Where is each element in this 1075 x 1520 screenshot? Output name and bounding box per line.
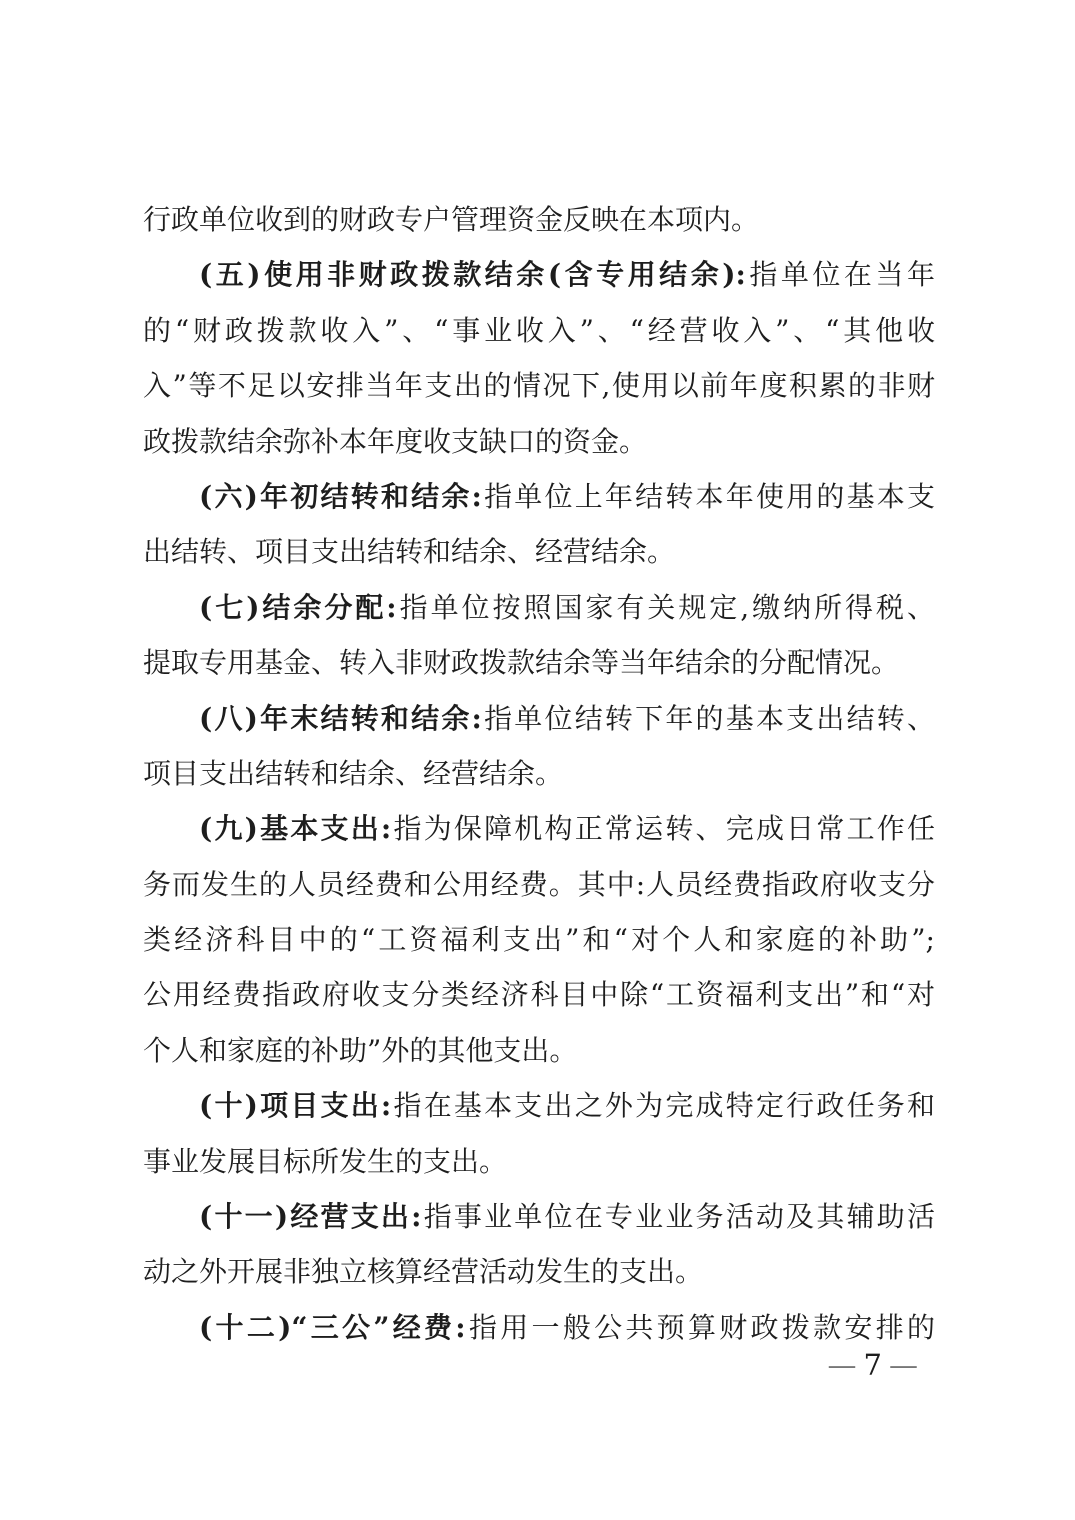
text-line-8 [143, 580, 935, 635]
line-text: 指单位上年结转本年使用的基本支 [481, 479, 935, 513]
line-text: 的“财政拨款收入”、“事业收入”、“经营收入”、“其他收 [143, 313, 935, 347]
section-heading: (六)年初结转和结余: [199, 479, 482, 513]
text-line-14 [143, 912, 935, 967]
footer-left-dash: — [827, 1348, 857, 1382]
line-text: 指事业单位在专业业务活动及其辅助活 [421, 1200, 935, 1234]
text-line-21 [143, 1300, 935, 1355]
text-line-5 [143, 414, 935, 469]
text-line-11 [143, 746, 935, 801]
text-line-6 [143, 469, 935, 524]
line-text: 指单位结转下年的基本支出结转、 [481, 701, 935, 735]
page-footer [143, 1348, 925, 1382]
text-line-13 [143, 857, 935, 912]
text-line-17 [143, 1078, 935, 1133]
line-text: 出结转、项目支出结转和结余、经营结余。 [143, 535, 676, 569]
text-line-18 [143, 1134, 935, 1189]
line-text: 类经济科目中的“工资福利支出”和“对个人和家庭的补助”; [143, 923, 935, 957]
text-line-12 [143, 801, 935, 856]
line-text: 指为保障机构正常运转、完成日常工作任 [391, 812, 935, 846]
text-line-4 [143, 358, 935, 413]
text-line-10 [143, 691, 935, 746]
text-line-9 [143, 635, 935, 690]
line-text: 个人和家庭的补助”外的其他支出。 [143, 1033, 578, 1067]
line-text: 指在基本支出之外为完成特定行政任务和 [391, 1089, 935, 1123]
text-line-15 [143, 967, 935, 1022]
section-heading: (八)年末结转和结余: [199, 701, 482, 735]
text-line-16 [143, 1023, 935, 1078]
text-line-3 [143, 303, 935, 358]
section-heading: (七)结余分配: [199, 590, 397, 624]
document-body [143, 192, 935, 1355]
line-text: 指单位在当年 [745, 258, 935, 292]
line-text: 动之外开展非独立核算经营活动发生的支出。 [143, 1255, 704, 1289]
line-text: 提取专用基金、转入非财政拨款结余等当年结余的分配情况。 [143, 646, 900, 680]
footer-right-dash: — [889, 1348, 918, 1382]
text-line-1 [143, 192, 935, 247]
text-line-20 [143, 1244, 935, 1299]
line-text: 指单位按照国家有关规定,缴纳所得税、 [396, 590, 935, 624]
line-text: 行政单位收到的财政专户管理资金反映在本项内。 [143, 203, 760, 236]
line-text: 政拨款结余弥补本年度收支缺口的资金。 [143, 424, 648, 458]
section-heading: (五)使用非财政拨款结余(含专用结余): [199, 258, 746, 292]
section-heading: (十二)“三公”经费: [199, 1310, 466, 1344]
section-heading: (九)基本支出: [199, 812, 392, 846]
line-text: 公用经费指政府收支分类经济科目中除“工资福利支出”和“对 [143, 978, 935, 1012]
text-line-19 [143, 1189, 935, 1244]
page-number: 7 [863, 1348, 882, 1382]
text-line-2 [143, 247, 935, 302]
line-text: 入”等不足以安排当年支出的情况下,使用以前年度积累的非财 [143, 369, 935, 403]
line-text: 项目支出结转和结余、经营结余。 [143, 756, 564, 790]
text-line-7 [143, 524, 935, 579]
line-text: 事业发展目标所发生的支出。 [143, 1144, 508, 1178]
section-heading: (十一)经营支出: [199, 1200, 422, 1234]
section-heading: (十)项目支出: [199, 1089, 392, 1123]
line-text: 指用一般公共预算财政拨款安排的 [465, 1310, 935, 1344]
line-text: 务而发生的人员经费和公用经费。其中:人员经费指政府收支分 [143, 867, 935, 901]
